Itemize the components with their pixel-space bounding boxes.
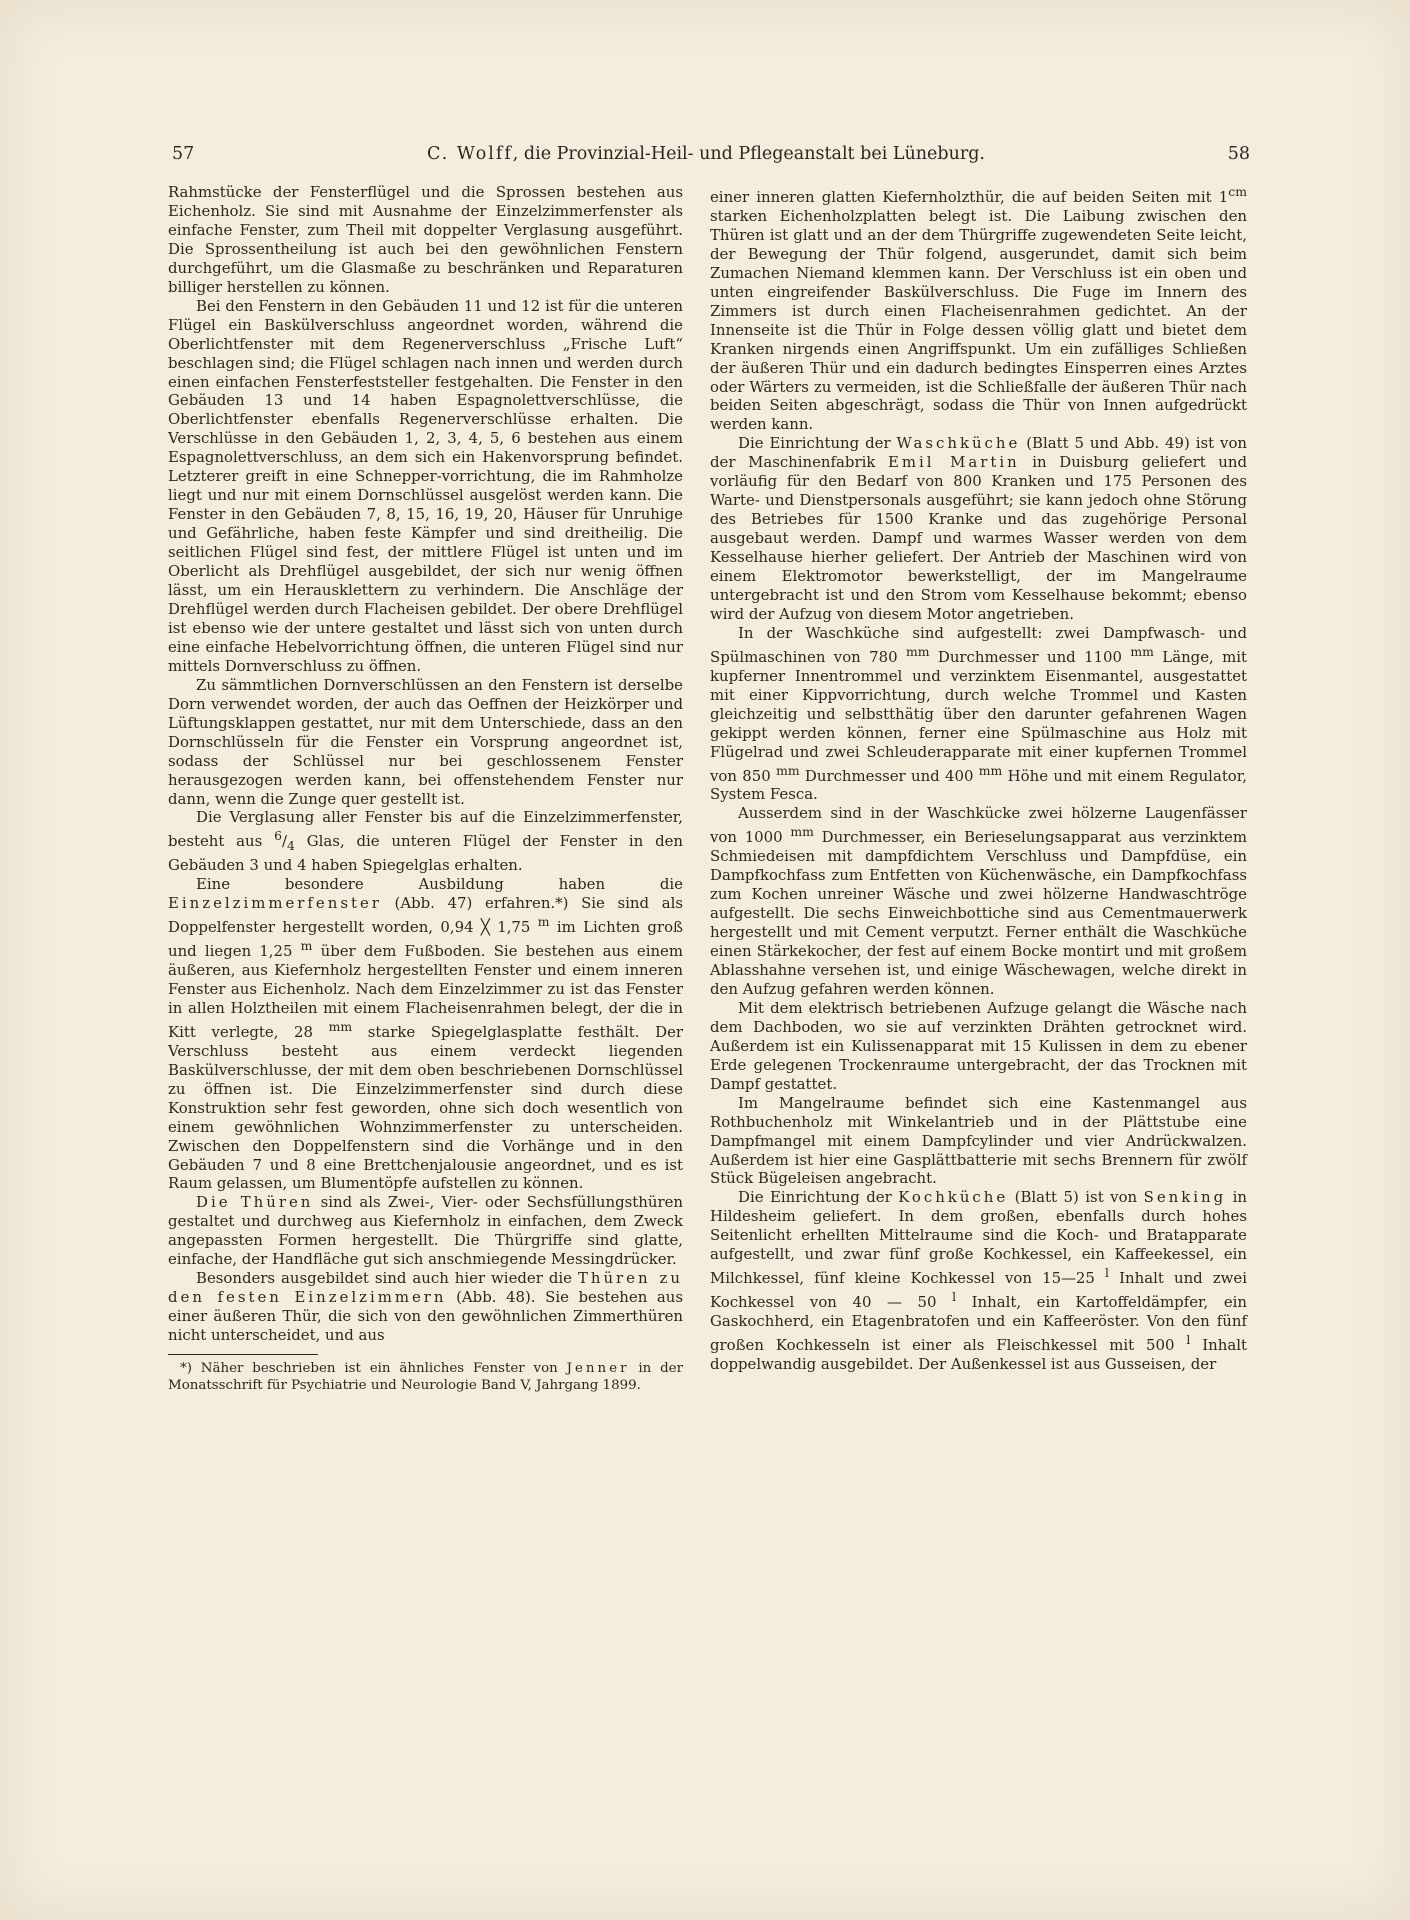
paragraph: Zu sämmtlichen Dornverschlüssen an den Fenstern ist derselbe Dorn verwendet worden, der auch das Oeffnen der Heizkörper und Lüftungsklappen gestattet, nur mit dem Unterschiede, dass an den Dornschlüsseln für die Fenster ein Vorsprung angeordnet ist, sodass der Schlüssel nur bei geschlossenem Fenster herausgezogen werden kann, bei offenstehendem Fenster nur dann, wenn die Zunge quer gestellt ist.	[168, 675, 683, 808]
spaced-term: Emil Martin	[887, 453, 1020, 472]
paragraph: Die Einrichtung der Kochküche (Blatt 5) ist von Senking in Hildesheim geliefert. In dem großen, ebenfalls durch hohes Seitenlicht erhellten Mittelraume sind die Koch- und Bratapparate aufgestellt, und zwar fünf große Kochkessel, ein Kaffeekessel, ein Milchkessel, fünf kleine Kochkessel von 15—25 $^l$ Inhalt und zwei Kochkessel von 40 — 50 $^l$ Inhalt, ein Kartoffeldämpfer, ein Gaskochherd, ein Etagenbratofen und ein Kaffeeröster. Von den fünf großen Kochkesseln ist einer als Fleischkessel mit 500 $^l$ Inhalt doppelwandig ausgebildet. Der Außenkessel ist aus Gusseisen, der	[710, 1188, 1248, 1373]
unit-superscript: l	[1105, 1265, 1109, 1281]
times-symbol: ╳	[480, 918, 490, 937]
paragraph: Die Thüren sind als Zwei-, Vier- oder Sechsfüllungsthüren gestaltet und durchweg aus Kiefernholz in einfachen, dem Zweck angepassten Formen hergestellt. Die Thürgriffe sind glatte, einfache, der Handfläche gut sich anschmiegende Messingdrücker.	[168, 1193, 683, 1269]
paragraph: Ausserdem sind in der Waschkücke zwei hölzerne Laugenfässer von 1000 $^{mm}$ Durchmesser, ein Berieselungsapparat aus verzinktem Schmiedeisen mit dampfdichtem Verschluss und Dampfdüse, ein Dampfkochfass zum Entfetten von Küchenwäsche, ein Dampfkochfass zum Kochen unreiner Wäsche und zwei hölzerne Handwaschtröge aufgestellt. Die sechs Einweichbottiche sind aus Cementmauerwerk hergestellt und mit Cement verputzt. Ferner enthält die Waschküche einen Stärkekocher, der fest auf einem Bocke montirt und mit großem Ablasshahne versehen ist, und einige Wäschewagen, welche direkt in den Aufzug gefahren werden können.	[710, 804, 1247, 998]
unit-superscript: m	[537, 914, 550, 930]
right-column	[710, 183, 1247, 1374]
spaced-term: Waschküche	[896, 434, 1021, 453]
footnote: *) Näher beschrieben ist ein ähnliches Fenster von Jenner in der Monatsschrift für Psychiatrie und Neurologie Band V, Jahrgang 1899.	[168, 1354, 683, 1394]
unit-superscript: mm	[790, 824, 814, 840]
paragraph: Bei den Fenstern in den Gebäuden 11 und 12 ist für die unteren Flügel ein Baskülverschluss angeordnet worden, während die Oberlichtfenster mit dem Regenerverschluss „Frische Luft“ beschlagen sind; die Flügel schlagen nach innen und werden durch einen einfachen Fensterfeststeller festgehalten. Die Fenster in den Gebäuden 13 und 14 haben Espagnolettverschlüsse, die Oberlichtfenster ebenfalls Regenerverschlüsse erhalten. Die Verschlüsse in den Gebäuden 1, 2, 3, 4, 5, 6 bestehen aus einem Espagnolettverschluss, an dem sich ein Hakenvorsprung befindet. Letzterer greift in eine Schnepper-vorrichtung, die im Rahmholze liegt und nur mit einem Dornschlüssel ausgelöst werden kann. Die Fenster in den Gebäuden 7, 8, 15, 16, 19, 20, Häuser für Unruhige und Gefährliche, haben feste Kämpfer und sind dreitheilig. Die seitlichen Flügel sind fest, der mittlere Flügel ist unten und im Oberlicht als Drehflügel ausgebildet, der sich nur wenig öffnen lässt, um ein Herausklettern zu verhindern. Die Anschläge der Drehflügel werden durch Flacheisen gebildet. Der obere Drehflügel ist ebenso wie der untere gestaltet und lässt sich von unten durch eine einfache Hebelvorrichtung öffnen, die unteren Flügel sind nur mittels Dornverschluss zu öffnen.	[168, 296, 683, 675]
paragraph: Rahmstücke der Fensterflügel und die Sprossen bestehen aus Eichenholz. Sie sind mit Ausnahme der Einzelzimmerfenster als einfache Fenster, zum Theil mit doppelter Verglasung ausgeführt. Die Sprossentheilung ist auch bei den gewöhnlichen Fenstern durchgeführt, um die Glasmaße zu beschränken und Reparaturen billiger herstellen zu können.	[168, 183, 683, 296]
unit-superscript: mm	[978, 762, 1003, 778]
fraction-numerator: 6	[274, 828, 283, 844]
running-title	[162, 144, 1250, 164]
unit-superscript: l	[1186, 1332, 1191, 1348]
unit-superscript: m	[300, 938, 313, 954]
unit-superscript: cm	[1228, 184, 1247, 199]
unit-superscript: l	[952, 1289, 957, 1305]
left-column	[168, 183, 683, 1394]
unit-superscript: mm	[328, 1018, 353, 1034]
unit-superscript: mm	[776, 762, 800, 778]
paragraph: Besonders ausgebildet sind auch hier wieder die Thüren zu den festen Einzelzimmern (Abb. 48). Sie bestehen aus einer äußeren Thür, die sich von den gewöhnlichen Zimmerthüren nicht unterscheidet, und aus	[168, 1269, 683, 1345]
paragraph: einer inneren glatten Kiefernholzthür, die auf beiden Seiten mit $1^{cm}$ starken Eichenholzplatten belegt ist. Die Laibung zwischen den Thüren ist glatt und an der dem Thürgriffe zugewendeten Seite leicht, der Bewegung der Thür folgend, ausgerundet, damit sich beim Zumachen Niemand klemmen kann. Der Verschluss ist ein oben und unten eingreifender Baskülverschluss. Die Fuge im Innern des Zimmers ist durch einen Flacheisenrahmen gedichtet. An der Innenseite ist die Thür in Folge dessen völlig glatt und bietet dem Kranken nirgends einen Angriffspunkt. Um ein zufälliges Schließen der äußeren Thür und ein dadurch bedingtes Einsperren eines Arztes oder Wärters zu vermeiden, ist die Schließfalle der äußeren Thür nach beiden Seiten abgeschrägt, sodass die Thür von Innen aufgedrückt werden kann.	[710, 184, 1247, 434]
spaced-term: Jenner	[566, 1361, 630, 1377]
paragraph: Eine besondere Ausbildung haben die Einzelzimmerfenster (Abb. 47) erfahren.*) Sie sind als Doppelfenster hergestellt worden, 0,94 ╳ 1,75 $^m$ im Lichten groß und liegen 1,25 $^m$ über dem Fußboden. Sie bestehen aus einem äußeren, aus Kiefernholz hergestellten Fenster und einem inneren Fenster aus Eichenholz. Nach dem Einzelzimmer zu ist das Fenster in allen Holztheilen mit einem Flacheisenrahmen belegt, der die in Kitt verlegte, 28 $^{mm}$ starke Spiegelglasplatte festhält. Der Verschluss besteht aus einem verdeckt liegenden Baskülverschlusse, der mit dem oben beschriebenen Dornschlüssel zu öffnen ist. Die Einzelzimmerfenster sind durch diese Konstruktion sehr fest geworden, ohne sich doch wesentlich von einem gewöhnlichen Wohnzimmerfenster zu unterscheiden. Zwischen den Doppelfenstern sind die Vorhänge und in den Gebäuden 7 und 8 eine Brettchenjalousie angeordnet, und es ist Raum gelassen, um Blumentöpfe aufstellen zu können.	[168, 875, 684, 1193]
title-text: , die Provinzial-Heil- und Pflegeanstalt bei Lüneburg.	[512, 144, 985, 164]
spaced-term: Einzelzimmerfenster	[168, 894, 382, 913]
running-header	[162, 140, 1250, 174]
paragraph: Im Mangelraume befindet sich eine Kastenmangel aus Rothbuchenholz mit Winkelantrieb und in der Plättstube eine Dampfmangel mit einem Dampfcylinder und vier Andrückwalzen. Außerdem ist hier eine Gasplättbatterie mit sechs Brennern für zwölf Stück Bügeleisen angebracht.	[710, 1093, 1247, 1188]
spaced-term: Senking	[1143, 1188, 1227, 1207]
unit-superscript: mm	[1130, 643, 1154, 659]
paragraph: Mit dem elektrisch betriebenen Aufzuge gelangt die Wäsche nach dem Dachboden, wo sie auf verzinkten Drähten getrocknet wird. Außerdem ist ein Kulissenapparat mit 15 Kulissen in dem zu ebener Erde gelegenen Trockenraume untergebracht, der das Trocknen mit Dampf gestattet.	[710, 998, 1247, 1093]
spaced-term: Thüren zu den festen Einzelzimmern	[168, 1269, 683, 1307]
fraction-denominator: 4	[287, 838, 295, 854]
unit-superscript: mm	[905, 643, 930, 659]
page-number-left: 57	[172, 144, 195, 164]
paragraph: Die Verglasung aller Fenster bis auf die Einzelzimmerfenster, besteht aus $^6/_4$ Glas, die unteren Flügel der Fenster in den Gebäuden 3 und 4 haben Spiegelglas erhalten.	[168, 808, 683, 875]
author-name: C. Wolff	[427, 144, 513, 164]
spaced-term: Kochküche	[898, 1188, 1009, 1207]
paragraph: Die Einrichtung der Waschküche (Blatt 5 und Abb. 49) ist von der Maschinenfabrik Emil Martin in Duisburg geliefert und vorläufig für den Bedarf von 800 Kranken und 175 Personen des Warte- und Dienstpersonals ausgeführt; sie kann jedoch ohne Störung des Betriebes für 1500 Kranke und das zugehörige Personal ausgebaut werden. Dampf und warmes Wasser werden von dem Kesselhause hierher geliefert. Der Antrieb der Maschinen wird von einem Elektromotor bewerkstelligt, der im Mangelraume untergebracht ist und den Strom vom Kesselhause bekommt; ebenso wird der Aufzug von diesem Motor angetrieben.	[710, 434, 1248, 623]
spaced-term: Die Thüren	[196, 1193, 314, 1212]
paragraph: In der Waschküche sind aufgestellt: zwei Dampfwasch- und Spülmaschinen von 780 $^{mm}$ Durchmesser und 1100 $^{mm}$ Länge, mit kupferner Innentrommel und verzinktem Eisenmantel, ausgestattet mit einer Kippvorrichtung, durch welche Trommel und Kasten gleichzeitig und selbstthätig über den darunter gefahrenen Wagen gekippt werden können, ferner eine Spülmaschine aus Holz mit Flügelrad und zwei Schleuderapparate mit einer kupfernen Trommel von 850 $^{mm}$ Durchmesser und 400 $^{mm}$ Höhe und mit einem Regulator, System Fesca.	[710, 623, 1247, 804]
page-number-right: 58	[1227, 144, 1250, 164]
